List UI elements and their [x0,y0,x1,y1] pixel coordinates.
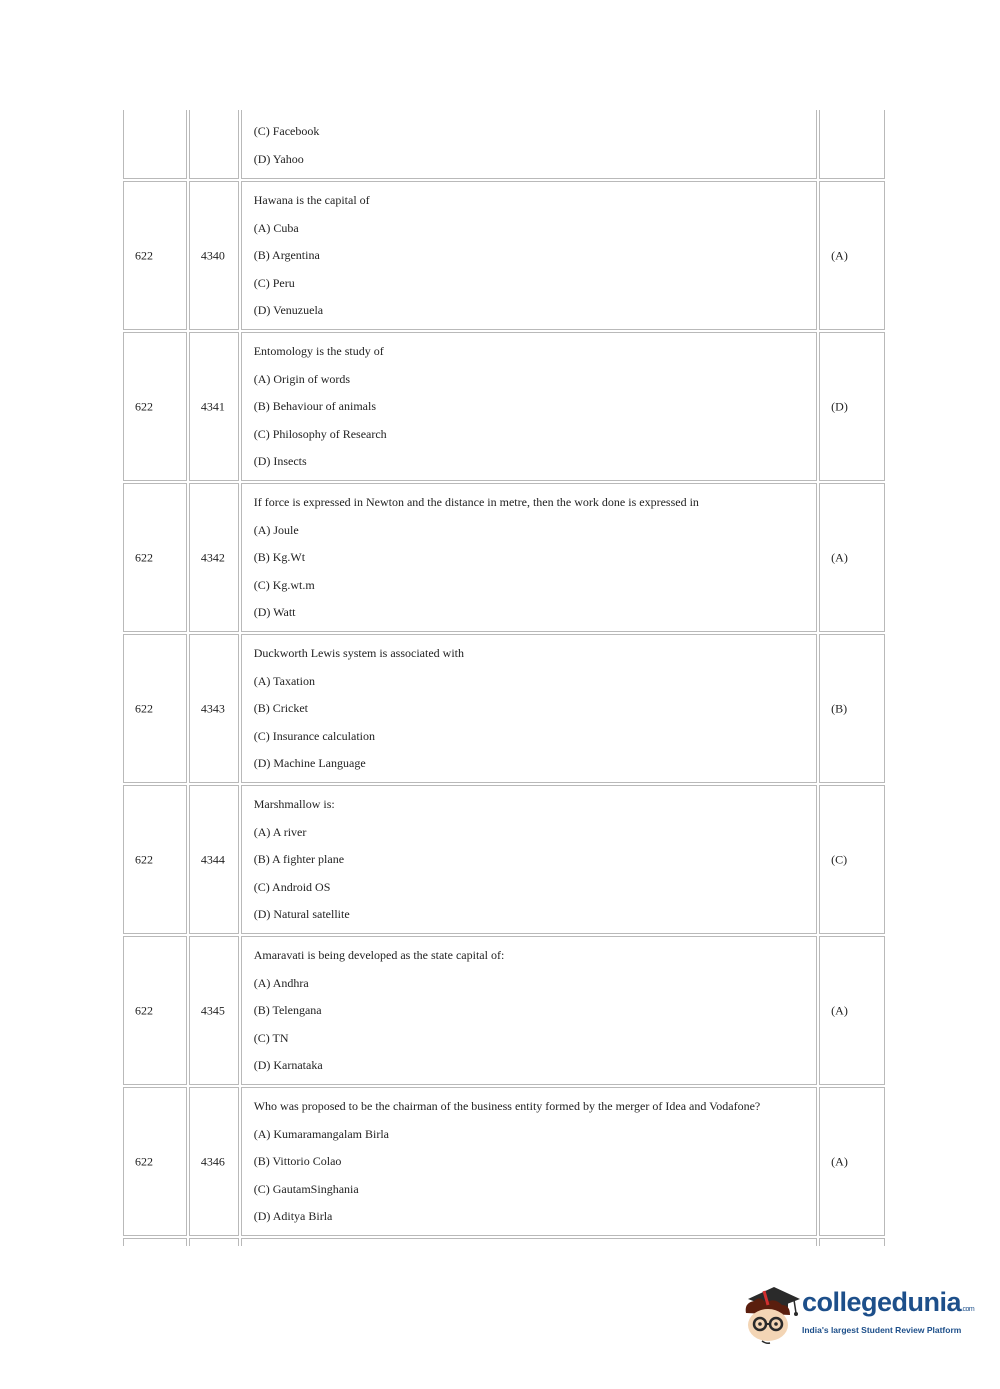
question-number: 4346 [200,1154,225,1168]
option-d: (D) Machine Language [253,756,366,771]
option-c: (C) Philosophy of Research [253,426,387,441]
option-a: (A) A river [253,824,307,839]
table-row [123,332,885,481]
code-cell [123,785,187,934]
correct-answer: (C) [831,852,848,866]
question-number: 4345 [200,1003,225,1017]
question-number: 4341 [200,399,225,413]
option-a: (A) Origin of words [253,371,351,386]
option-c: (C) GautamSinghania [253,1181,359,1196]
question-number-cell [189,1087,239,1236]
option-a: (A) Andhra [253,975,309,990]
logo-tagline: India's largest Student Review Platform [802,1325,962,1335]
option-b: (B) Behaviour of animals [253,399,377,414]
paper-code: 622 [135,399,153,413]
option-d: (D) Karnataka [253,1058,323,1073]
code-cell [123,1238,187,1246]
question-number: 4344 [200,852,225,866]
question-number: 4343 [200,701,225,715]
correct-answer: (A) [831,1154,848,1168]
option-d: (D) Natural satellite [253,907,350,922]
question-cell [241,634,817,783]
question-number-cell [189,483,239,632]
option-d: (D) Venuzuela [253,303,324,318]
option-b: (B) Cricket [253,701,309,716]
question-number-cell [189,181,239,330]
table-row-partial-top [123,110,885,179]
code-cell [123,181,187,330]
correct-answer: (A) [831,550,848,564]
question-cell [241,332,817,481]
option-c: (C) Kg.wt.m [253,577,315,592]
option-c: (C) Peru [253,275,295,290]
option-b: (B) Kg.Wt [253,550,306,565]
answer-cell [819,110,885,179]
answer-cell [819,483,885,632]
option-b: (B) A fighter plane [253,852,345,867]
question-number-cell [189,936,239,1085]
code-cell [123,936,187,1085]
option-a: (A) Joule [253,522,299,537]
question-text: Entomology is the study of [253,344,384,358]
option-d: (D) Yahoo [253,151,304,166]
code-cell [123,110,187,179]
question-number-cell [189,110,239,179]
collegedunia-logo [740,1283,975,1355]
option-b: (B) Telengana [253,1003,322,1018]
paper-code: 622 [135,1003,153,1017]
question-cell [241,936,817,1085]
paper-code: 622 [135,550,153,564]
question-number: 4340 [200,248,225,262]
paper-code: 622 [135,248,153,262]
answer-cell [819,181,885,330]
code-cell [123,1087,187,1236]
paper-code: 622 [135,852,153,866]
paper-code: 622 [135,1154,153,1168]
mascot-icon [740,1283,802,1345]
question-number-cell [189,634,239,783]
question-text: Marshmallow is: [253,797,335,811]
table-row [123,936,885,1085]
option-c: (C) Android OS [253,879,331,894]
paper-code: 622 [135,701,153,715]
option-d: (D) Aditya Birla [253,1209,333,1224]
question-cell [241,1087,817,1236]
answer-cell [819,634,885,783]
option-a: (A) Kumaramangalam Birla [253,1126,389,1141]
question-cell [241,785,817,934]
table-row-partial-bottom [123,1238,885,1246]
answer-cell [819,936,885,1085]
question-table [123,110,885,1248]
code-cell [123,634,187,783]
correct-answer: (A) [831,248,848,262]
table-row [123,1087,885,1236]
table-row [123,634,885,783]
option-c: (C) TN [253,1030,289,1045]
question-text: Hawana is the capital of [253,193,370,207]
question-cell [241,181,817,330]
question-number: 4342 [200,550,225,564]
question-text: Amaravati is being developed as the state capital of: [253,948,505,962]
correct-answer: (B) [831,701,848,715]
correct-answer: (D) [831,399,848,413]
option-b: (B) Argentina [253,248,320,263]
option-d: (D) Watt [253,605,296,620]
option-b: (B) Vittorio Colao [253,1154,342,1169]
question-cell [241,483,817,632]
option-a: (A) Cuba [253,220,299,235]
table-row [123,483,885,632]
question-number-cell [189,332,239,481]
option-c: (C) Insurance calculation [253,728,375,743]
question-text: If force is expressed in Newton and the distance in metre, then the work done is expressed in [253,495,699,509]
question-number-cell [189,785,239,934]
question-rows [123,181,885,1236]
correct-answer: (A) [831,1003,848,1017]
answer-cell [819,332,885,481]
question-cell [241,110,817,179]
question-cell [241,1238,817,1246]
option-d: (D) Insects [253,454,307,469]
question-text: Who was proposed to be the chairman of the business entity formed by the merger of Idea and Vodafone? [253,1099,761,1113]
option-a: (A) Taxation [253,673,315,688]
code-cell [123,483,187,632]
table-row [123,181,885,330]
answer-cell [819,1238,885,1246]
logo-wordmark: collegedunia.com [802,1287,975,1317]
code-cell [123,332,187,481]
question-text: Duckworth Lewis system is associated with [253,646,465,660]
option-c: (C) Facebook [253,124,320,138]
question-number-cell [189,1238,239,1246]
answer-cell [819,1087,885,1236]
answer-cell [819,785,885,934]
table-row [123,785,885,934]
